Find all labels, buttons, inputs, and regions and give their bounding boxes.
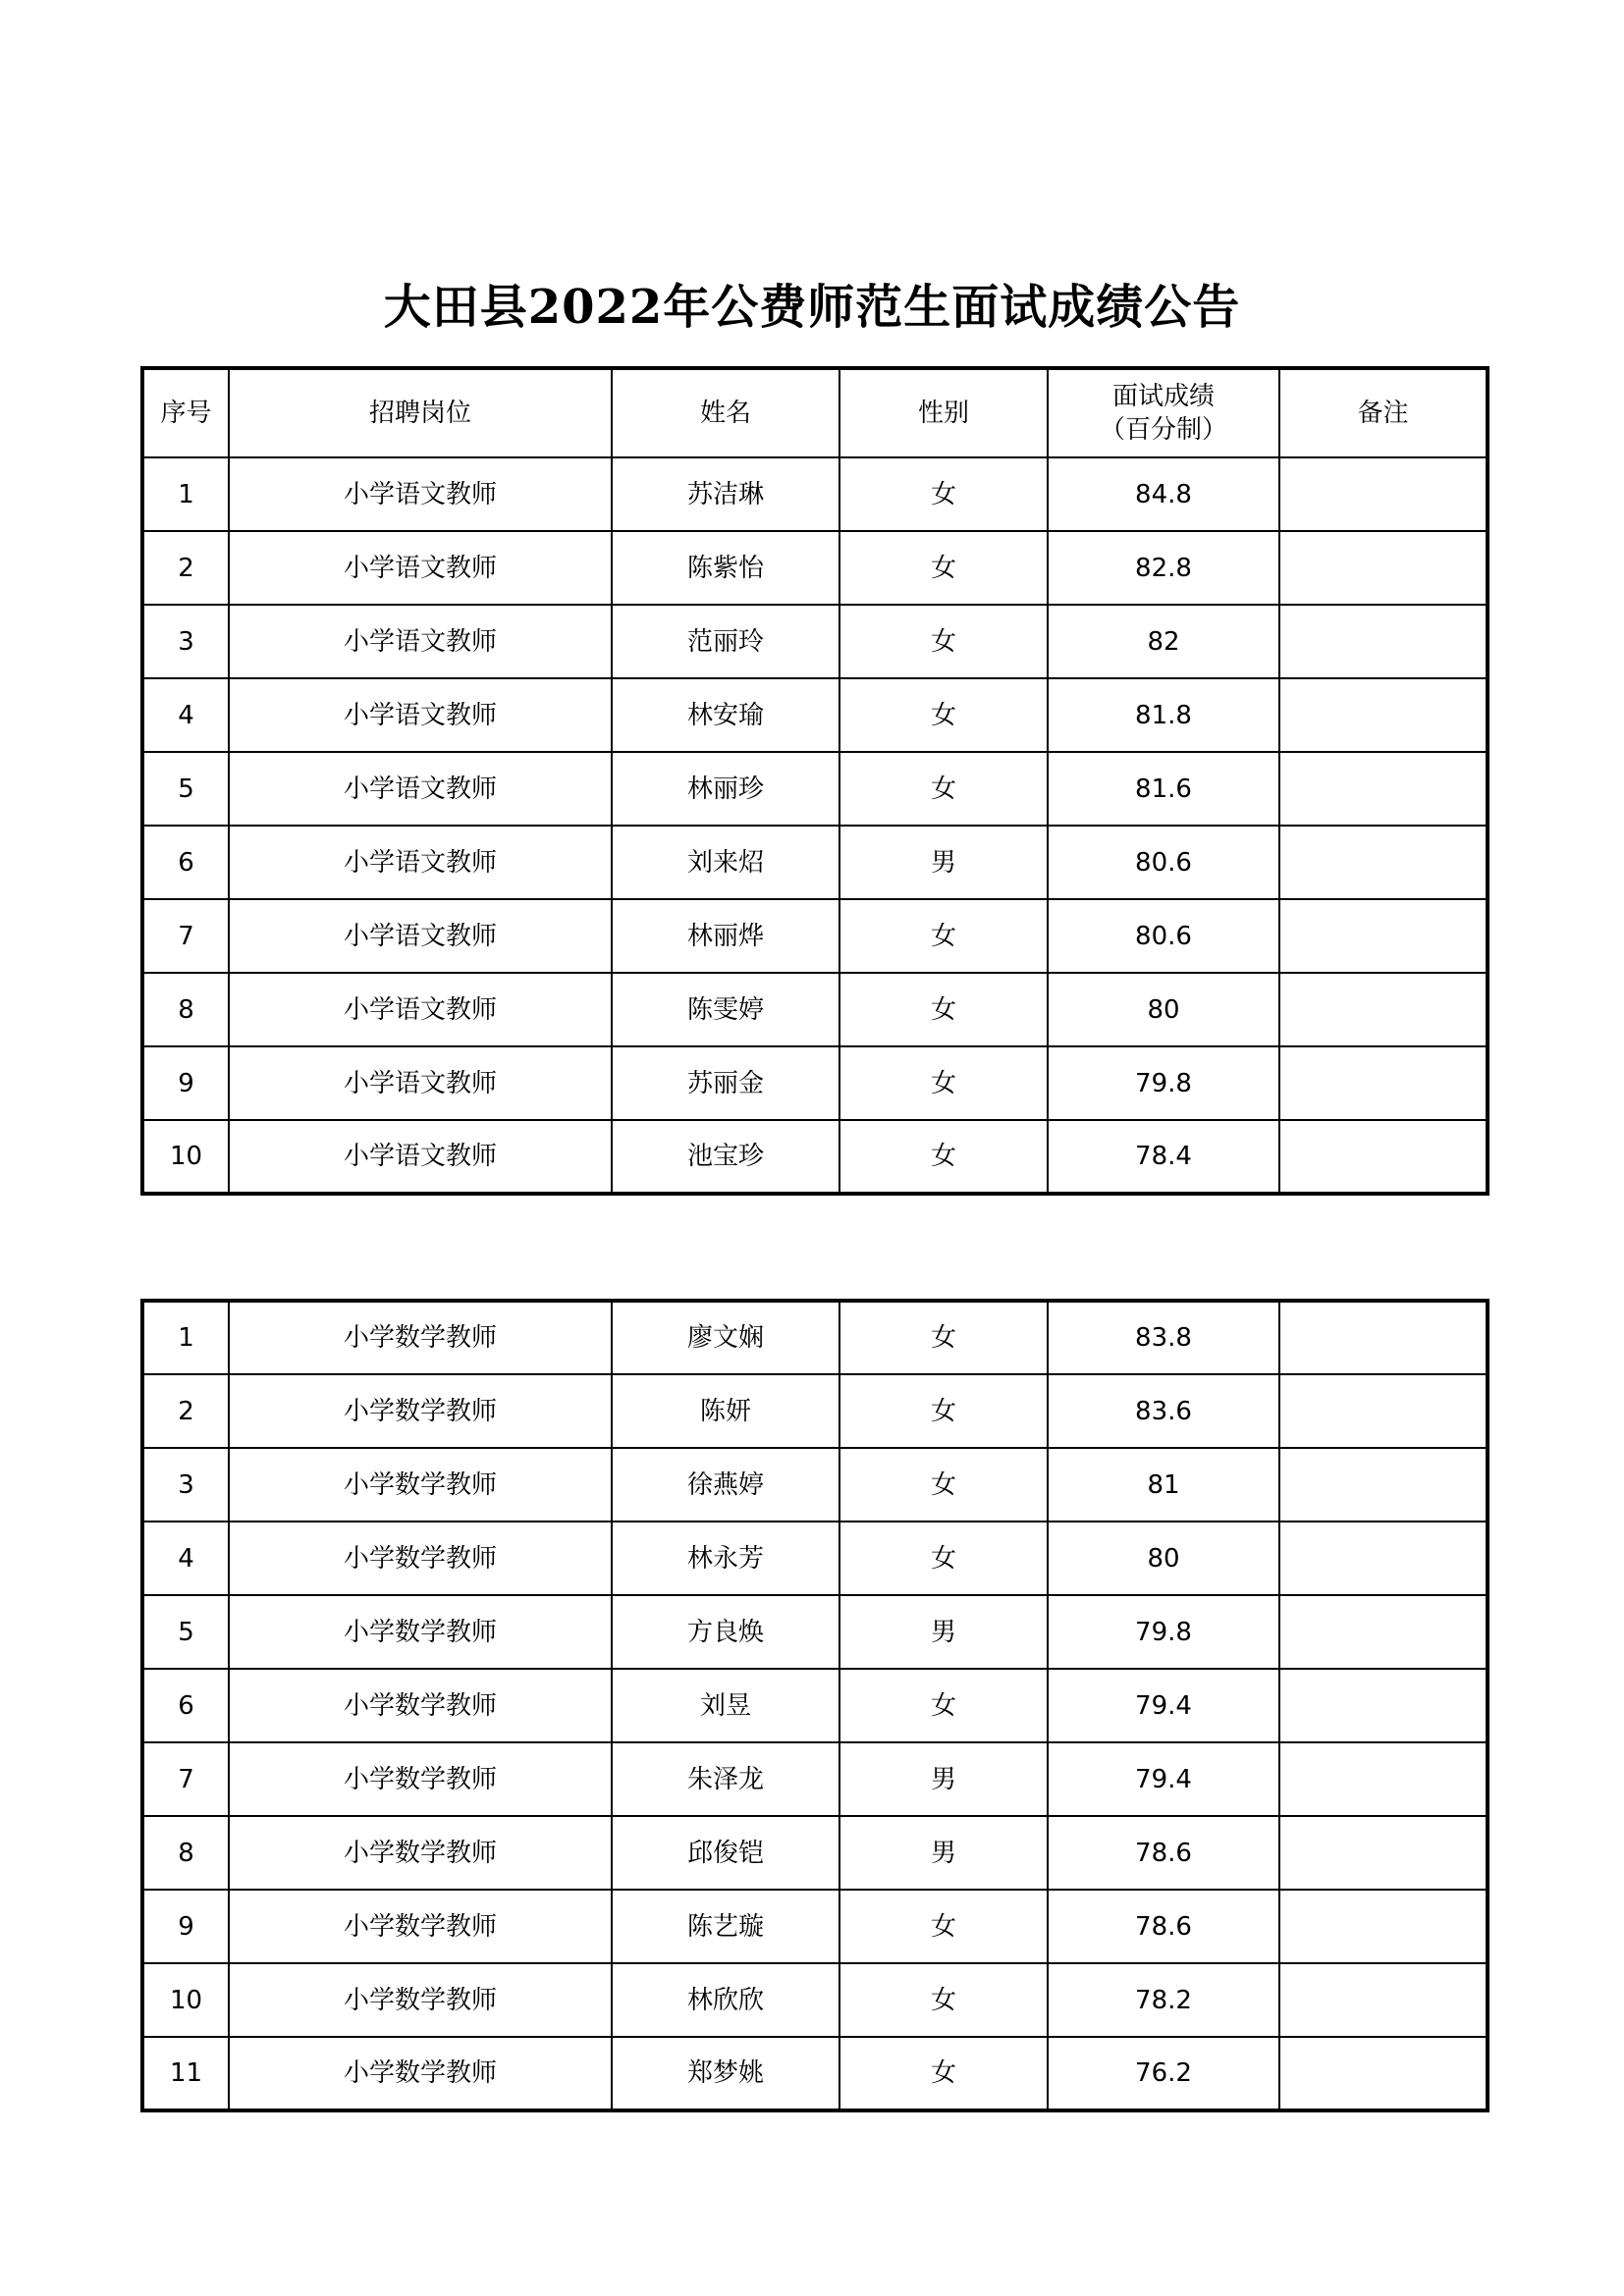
cell-name: 林丽珍 <box>612 752 839 826</box>
cell-seq: 11 <box>142 2037 229 2110</box>
cell-seq: 7 <box>142 1742 229 1816</box>
cell-position: 小学数学教师 <box>229 1816 612 1890</box>
cell-remark <box>1279 973 1488 1046</box>
cell-name: 邱俊铠 <box>612 1816 839 1890</box>
cell-position: 小学语文教师 <box>229 1120 612 1194</box>
table-row <box>142 973 1488 1046</box>
cell-position: 小学语文教师 <box>229 899 612 973</box>
header-score <box>1048 368 1279 457</box>
cell-seq: 6 <box>142 826 229 899</box>
cell-score: 78.4 <box>1048 1120 1279 1194</box>
cell-gender: 女 <box>839 1448 1048 1522</box>
table-row <box>142 1595 1488 1669</box>
cell-name: 刘昱 <box>612 1669 839 1742</box>
cell-gender: 女 <box>839 678 1048 752</box>
cell-name: 陈妍 <box>612 1374 839 1448</box>
cell-score: 84.8 <box>1048 457 1279 531</box>
table-row <box>142 899 1488 973</box>
cell-gender: 女 <box>839 1374 1048 1448</box>
cell-seq: 3 <box>142 605 229 678</box>
cell-seq: 1 <box>142 457 229 531</box>
cell-remark <box>1279 1448 1488 1522</box>
table-row <box>142 752 1488 826</box>
cell-position: 小学语文教师 <box>229 1046 612 1120</box>
table-row <box>142 2037 1488 2110</box>
cell-score: 79.8 <box>1048 1595 1279 1669</box>
cell-name: 郑梦姚 <box>612 2037 839 2110</box>
cell-position: 小学语文教师 <box>229 826 612 899</box>
cell-name: 范丽玲 <box>612 605 839 678</box>
cell-position: 小学数学教师 <box>229 2037 612 2110</box>
cell-position: 小学数学教师 <box>229 1301 612 1374</box>
header-position: 招聘岗位 <box>229 368 612 457</box>
cell-position: 小学语文教师 <box>229 678 612 752</box>
cell-name: 苏洁琳 <box>612 457 839 531</box>
header-name: 姓名 <box>612 368 839 457</box>
header-score-line1: 面试成绩 <box>1111 382 1215 411</box>
cell-score: 76.2 <box>1048 2037 1279 2110</box>
cell-remark <box>1279 1963 1488 2037</box>
cell-score: 79.8 <box>1048 1046 1279 1120</box>
cell-gender: 女 <box>839 1301 1048 1374</box>
chinese-teacher-score-table <box>140 366 1489 1196</box>
cell-remark <box>1279 1120 1488 1194</box>
cell-name: 方良焕 <box>612 1595 839 1669</box>
cell-gender: 男 <box>839 1595 1048 1669</box>
cell-position: 小学数学教师 <box>229 1522 612 1595</box>
cell-remark <box>1279 1816 1488 1890</box>
cell-score: 82 <box>1048 605 1279 678</box>
cell-name: 林丽烨 <box>612 899 839 973</box>
cell-seq: 6 <box>142 1669 229 1742</box>
cell-score: 80.6 <box>1048 826 1279 899</box>
cell-score: 83.6 <box>1048 1374 1279 1448</box>
cell-remark <box>1279 1742 1488 1816</box>
cell-seq: 3 <box>142 1448 229 1522</box>
cell-gender: 女 <box>839 1669 1048 1742</box>
cell-remark <box>1279 826 1488 899</box>
cell-remark <box>1279 1890 1488 1963</box>
cell-score: 80 <box>1048 1522 1279 1595</box>
cell-remark <box>1279 1669 1488 1742</box>
cell-remark <box>1279 752 1488 826</box>
cell-score: 81.8 <box>1048 678 1279 752</box>
cell-seq: 1 <box>142 1301 229 1374</box>
cell-seq: 7 <box>142 899 229 973</box>
cell-position: 小学语文教师 <box>229 973 612 1046</box>
cell-seq: 5 <box>142 752 229 826</box>
math-teacher-score-table <box>140 1299 1489 2112</box>
cell-name: 陈紫怡 <box>612 531 839 605</box>
cell-gender: 女 <box>839 1120 1048 1194</box>
cell-score: 79.4 <box>1048 1669 1279 1742</box>
cell-gender: 女 <box>839 973 1048 1046</box>
table-row <box>142 1890 1488 1963</box>
cell-score: 80.6 <box>1048 899 1279 973</box>
cell-seq: 2 <box>142 531 229 605</box>
cell-seq: 5 <box>142 1595 229 1669</box>
cell-name: 徐燕婷 <box>612 1448 839 1522</box>
cell-position: 小学数学教师 <box>229 1890 612 1963</box>
cell-remark <box>1279 605 1488 678</box>
table-row <box>142 1522 1488 1595</box>
header-remark: 备注 <box>1279 368 1488 457</box>
table-row <box>142 531 1488 605</box>
cell-gender: 女 <box>839 457 1048 531</box>
cell-name: 林欣欣 <box>612 1963 839 2037</box>
cell-position: 小学数学教师 <box>229 1669 612 1742</box>
cell-name: 廖文娴 <box>612 1301 839 1374</box>
cell-name: 苏丽金 <box>612 1046 839 1120</box>
cell-remark <box>1279 1046 1488 1120</box>
cell-name: 朱泽龙 <box>612 1742 839 1816</box>
cell-score: 83.8 <box>1048 1301 1279 1374</box>
cell-score: 81.6 <box>1048 752 1279 826</box>
cell-position: 小学语文教师 <box>229 752 612 826</box>
header-score-line2: （百分制） <box>1099 415 1227 445</box>
cell-name: 池宝珍 <box>612 1120 839 1194</box>
cell-seq: 2 <box>142 1374 229 1448</box>
page-title: 大田县2022年公费师范生面试成绩公告 <box>383 280 1241 335</box>
cell-gender: 女 <box>839 531 1048 605</box>
cell-name: 林永芳 <box>612 1522 839 1595</box>
cell-position: 小学数学教师 <box>229 1742 612 1816</box>
cell-gender: 女 <box>839 1890 1048 1963</box>
cell-seq: 10 <box>142 1120 229 1194</box>
cell-seq: 8 <box>142 1816 229 1890</box>
cell-score: 81 <box>1048 1448 1279 1522</box>
cell-name: 陈艺璇 <box>612 1890 839 1963</box>
cell-seq: 9 <box>142 1890 229 1963</box>
table-row <box>142 826 1488 899</box>
header-gender: 性别 <box>839 368 1048 457</box>
cell-score: 78.6 <box>1048 1816 1279 1890</box>
cell-seq: 4 <box>142 678 229 752</box>
cell-gender: 女 <box>839 605 1048 678</box>
cell-position: 小学数学教师 <box>229 1963 612 2037</box>
cell-remark <box>1279 2037 1488 2110</box>
cell-gender: 男 <box>839 1742 1048 1816</box>
cell-remark <box>1279 1301 1488 1374</box>
cell-remark <box>1279 899 1488 973</box>
table-row <box>142 1120 1488 1194</box>
cell-remark <box>1279 531 1488 605</box>
table-row <box>142 1448 1488 1522</box>
table-row <box>142 1669 1488 1742</box>
cell-seq: 9 <box>142 1046 229 1120</box>
cell-name: 陈雯婷 <box>612 973 839 1046</box>
table-row <box>142 1816 1488 1890</box>
cell-score: 79.4 <box>1048 1742 1279 1816</box>
cell-position: 小学数学教师 <box>229 1448 612 1522</box>
cell-score: 78.2 <box>1048 1963 1279 2037</box>
cell-seq: 10 <box>142 1963 229 2037</box>
table-row <box>142 1742 1488 1816</box>
cell-position: 小学数学教师 <box>229 1595 612 1669</box>
table-row <box>142 1301 1488 1374</box>
cell-seq: 8 <box>142 973 229 1046</box>
cell-remark <box>1279 1522 1488 1595</box>
cell-remark <box>1279 1595 1488 1669</box>
table-row <box>142 1963 1488 2037</box>
table-row <box>142 678 1488 752</box>
cell-score: 82.8 <box>1048 531 1279 605</box>
table-row <box>142 457 1488 531</box>
cell-position: 小学语文教师 <box>229 531 612 605</box>
table-row <box>142 1374 1488 1448</box>
header-seq: 序号 <box>142 368 229 457</box>
cell-gender: 男 <box>839 826 1048 899</box>
cell-position: 小学语文教师 <box>229 605 612 678</box>
cell-gender: 女 <box>839 2037 1048 2110</box>
cell-remark <box>1279 1374 1488 1448</box>
table-header-row <box>142 368 1488 457</box>
cell-remark <box>1279 678 1488 752</box>
cell-gender: 男 <box>839 1816 1048 1890</box>
cell-gender: 女 <box>839 1522 1048 1595</box>
cell-score: 78.6 <box>1048 1890 1279 1963</box>
cell-gender: 女 <box>839 899 1048 973</box>
cell-score: 80 <box>1048 973 1279 1046</box>
cell-remark <box>1279 457 1488 531</box>
table-row <box>142 605 1488 678</box>
cell-seq: 4 <box>142 1522 229 1595</box>
cell-name: 林安瑜 <box>612 678 839 752</box>
cell-position: 小学数学教师 <box>229 1374 612 1448</box>
cell-gender: 女 <box>839 1963 1048 2037</box>
cell-gender: 女 <box>839 752 1048 826</box>
cell-name: 刘来炤 <box>612 826 839 899</box>
table-row <box>142 1046 1488 1120</box>
cell-position: 小学语文教师 <box>229 457 612 531</box>
cell-gender: 女 <box>839 1046 1048 1120</box>
